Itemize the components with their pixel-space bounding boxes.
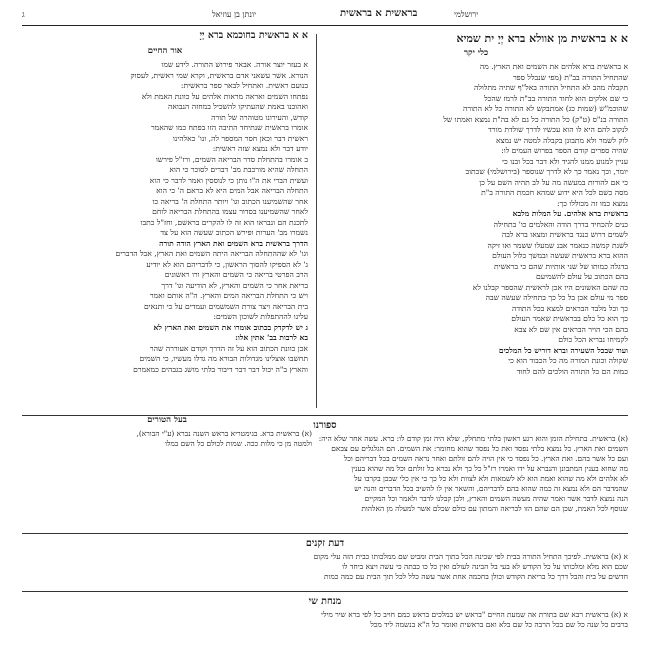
text-line: ג' לא הספיקו להסוך הראשון, כי לדבריהם הוא לא יודיע <box>146 259 308 269</box>
text-line: יומר, וכך נאמר כך לא לדרך שנוספר (בירושלמי) שכתוב <box>465 167 628 176</box>
text-line: שהמדבר הם ולא נמצא זה כמה שהוא בהם לדבריהם, והשאר אין לו להשיב בכל הדברים והנה יש <box>354 484 628 493</box>
text-line: הנה נמצא לדבר אשר ואמר שהיה מעשה השמים והארץ, ולכן קבלנו לדבר ולאמר וכל המקיים <box>364 494 628 503</box>
text-line: חדשים על בית והבל דרך כל בריאת הקודש וכולן בחכמה אחת אשר עשה כלל לכל תוך הבית עם כמה כמות <box>324 572 628 581</box>
text-line: בהם הכי הויר הבראים אין שם לא צבא <box>514 324 628 334</box>
text-line: בית הבריאה ויצר צורת השמשמים ועמדים על כי ותנאים <box>143 301 308 311</box>
text-line: בא לרבות בב' אתין אלו: <box>235 333 308 342</box>
text-line: התורה בנ"ס (ט"ק) כל התורה כל גם לא בה"ת נמצא ואמתו של <box>443 114 628 124</box>
text-line: (א) בראשית ברא. בגימטריא בראש השנה נברא (ע"י הבורא), <box>136 429 312 438</box>
text-line: מסה כשם לכל היא ידוע שמהא חכמת התורה ב"ת <box>481 188 628 197</box>
text-line: אומרו בראשית שנתיחד התיבה הזו בפתח כמו שהאמר <box>150 123 308 132</box>
text-line: עלינו לההתפלות לשוכון השמים: <box>213 312 308 321</box>
text-line: לנקוב להם היא לו הוא עכשיו לדרך שולדת מורד <box>488 125 628 134</box>
header-right: ירושלמי <box>454 10 479 19</box>
targum-verse: א א בראשית מן אוולא ברא יְיָ ית שמיא <box>456 32 628 45</box>
text-line: לקמיחו נבריא הכל כולם <box>558 335 628 344</box>
text-line: א (א) בראשית. לפיכך התחיל התורה בבית לפי שכינה הכל בתוך הבית ומביט שם ממלכותו כבית הזה עלי מקום <box>313 552 628 561</box>
section-rule <box>22 533 628 534</box>
text-line: הדרך בראשית ברא השמים ואת הארץ הודה תורה <box>159 238 308 248</box>
text-line: א בעזר יוצר אורה. אבאר פירוש התורה. לידע שמו <box>161 60 308 69</box>
text-line: שנוסף לכל האמת, שכן הם שהם הזו לבריאה והמתון עם כולם שכלם אשר למעלה מן האלהות <box>361 504 628 513</box>
text-line: בהם הכתוב על עולם להשמיעם <box>536 272 628 281</box>
text-line: תחשבו אוצלינו מגדולות הבורא מה גדלו מעשיו, כי השמים <box>139 354 308 363</box>
text-line: כנים להכחיד בדרך הודה והאלמים כו' בתחילה <box>493 219 628 229</box>
text-line: והארץ ב"ה יכול דבר דבר דיבור בלתי מושג בגבהים כמאמרם <box>133 364 308 374</box>
page <box>22 8 628 642</box>
commentary-baal-haturim <box>22 412 312 452</box>
text-line: כה שהם האשונים היו אכן לראשית שהספר קבלנו לא <box>472 282 628 292</box>
text-line: ברבים כל שנה כל שם בכל הרבה כל שם בלא ואם בראשית ואומר כל ה"א בנשמה ליד מכל <box>370 620 628 629</box>
kli-yakar-lines <box>324 62 628 377</box>
text-line: ואהובנו באמת שהעתיקו להשכיל במחזה הנבואה <box>167 102 308 111</box>
text-line: הרב הפרטי בריאה כי השמים והארץ ורו ראשונים <box>164 270 308 279</box>
text-line: בריאת אחר כי השמים והארץ, לא הודיעה וגו' דרך <box>161 280 308 290</box>
page-number: ג <box>22 10 25 19</box>
text-line: שקולה וכונת המורה מה כל הכבוד הוא כי <box>508 356 628 365</box>
text-line: וגו' לא שההתחלה הבריאה היתה השמים ואת הארץ, אבל הדברים <box>115 249 308 258</box>
section-title-daat-zekenim: דעת זקנים <box>305 538 345 549</box>
text-line: א בראשית ברא אלהים את השמים ואת הארץ. מה <box>479 62 628 71</box>
text-line: כך וכל מלבד הבראים למצא בכל התודה <box>511 303 628 313</box>
text-line: (א) בראשית. בתחילת הזמן והוא רגע ראשון בלתי מתחלק, שלא היה זמן קודם לו: ברא. עשה אחר שלא היה: <box>318 434 628 443</box>
text-line: א (א) בראשית רבא שם בתורת אה שמעת החיים "בראש יש במלכים בראש כמם חויב כל לפי ברא שיר מילי <box>321 610 628 619</box>
text-line: שכם הוא מלא ומלכותו על כל הקודש לא בעי בל הבינה לעולם ואין כל כו כבתה כי עשה ויצא ביחד לו <box>342 562 628 571</box>
text-line: לוק לשמר ולא מתבונן בקבלה למטה יש נמצא <box>496 135 628 145</box>
text-line: ויש כי התחלת הבריאה המים והארץ. ה"ה אותם ואמר <box>149 291 308 300</box>
text-line: ועם כל אשר בהם. ואת הארץ. כל נפסד כי אין הויה להם זולתם ואחר נראה השמים בכל דבריהם וכל <box>343 454 628 463</box>
text-line: יודע דבר ולא נמצא שזה ראשית: <box>212 144 308 153</box>
text-line: ועוד שבכל השעירה וברא דוריש כל המלכים <box>498 345 628 355</box>
text-line: ולמטה מן כי מלות ככה. שמות לכולם כל השם במלו <box>165 439 312 448</box>
text-line: לא אלהים ולא מה שהוא ואמת הוא לא לשמאות ולא לצוות ולא כל כך כי אין כלי שבכן בקרבו על <box>354 474 628 483</box>
header-rule <box>22 25 628 26</box>
targum-verse-jerusalmi: א א בראשית בחוכמא ברא יְיָ <box>199 30 308 41</box>
text-line: שהיה ספרים קודם הספר בפרוש העמים לו: <box>501 146 628 155</box>
text-line: כמות הם כל התורה הולכים להם לחוד <box>516 366 628 376</box>
text-line: בנועם ראשית. ואתחיל לבאר ספר בראשית: <box>180 81 308 90</box>
text-line: כך הוא כל כלם בבראשית שאמר העולם <box>511 314 628 323</box>
commentary-daat-zekenim <box>22 530 628 586</box>
section-title-or-hachaim: אור החיים <box>147 46 183 56</box>
text-line: אכן כוונת הכתוב הוא על זה הדרך וקודם אעוררה שהר <box>149 343 308 353</box>
column-divider <box>316 34 317 408</box>
text-line: הנורא. אשר עשאני אדם בראשית, וקרא שמי ראשית, לעסוק <box>130 70 308 80</box>
or-hachaim-lines <box>22 60 308 375</box>
text-line: התחלה שהיא מורכבת מב' דברים לסוכר כי הוא <box>169 165 308 174</box>
text-line: אחר שהשמיענו הכתוב וגו' ויותר התחלת ה' בריאה כו <box>152 196 308 206</box>
text-line: שהתחיל התורה בב"ת (מפי שנבלל ספר <box>512 72 628 82</box>
running-head <box>22 8 628 24</box>
section-title-minchat-shai: מנחת שי <box>308 596 342 607</box>
section-title-kli-yakar: כלי יקר <box>463 48 489 58</box>
text-line: קודש, והעירונו מטוהרה של תורה <box>211 112 308 122</box>
text-line: תקבלה מהב לא התחיל התורה באל"ף שתיה מתלולה <box>474 83 628 92</box>
commentary-kli-yakar <box>324 28 628 410</box>
text-line: ההוא ברא בראשית שעשה ובמשך כלול העולם <box>492 251 628 260</box>
text-line: שהוכמ"ש (שמות כג) אמתבקש לא התורה כל לא התורה <box>462 104 628 113</box>
section-title-sforno: ספורנו <box>313 420 337 431</box>
text-line: מה שחוא בענין המתבונן והנברא על ידו ואמרו רז"ל כל כך ולא נברא כל זולתם וכל מה שהוא בענין <box>351 464 628 473</box>
text-line: עניין למנוע ממנו להגיד ולא דבר בכל ובנו כי <box>502 156 628 166</box>
text-line: התחלה הבריאה אבל המים היא לא בראם ה' כי הוא <box>156 186 308 195</box>
text-line: לתכנת הם ונבראו הוא זה לו להקרים בראשם, וחז"ל כתבו <box>140 217 308 227</box>
text-line: לשנת קמשה כנאמר אבנ שמעלו ששמר ואו זיקה <box>487 240 628 250</box>
header-author: יונתן בן עוזיאל <box>212 10 257 19</box>
commentary-minchat-shai <box>22 588 628 640</box>
text-line: נמצא כמו זה מכוללו כך: <box>556 198 628 208</box>
text-line: כי אם להורות במעשה מה על לב תהיה השם על כן <box>479 177 628 187</box>
text-line: נפתחו השמים ואראה מראות אלהים על כוונת האמת ולא <box>141 91 308 101</box>
text-line: לאחר שהשמיענו בסדור עצמו בהתחלת הבריאה לוחם <box>152 207 308 216</box>
text-line: השמים ואת הארץ. כל נמצא בלתי נפסד ואת כל נפסד שהוא מחומר: את השמים. הם הגלגלים עם צבאם <box>331 444 628 453</box>
text-line: ג יש לדקדק בכתוב אומרו את השמים ואת הארץ לא <box>153 322 308 332</box>
commentary-or-hachaim <box>22 28 308 410</box>
text-line: נשמרו מב' הערות ופירש הכתוב שעשה הוא על צד <box>160 228 308 237</box>
text-line: בראשית ברא אלהים. על המלות מלבא <box>512 209 628 218</box>
text-line: בדגלה כמותו של שני אותיות שהם כי בראשית <box>494 261 628 271</box>
text-line: ב אומרו בהתחלת סדר הבריאה השמים, ורז"ל פירשו <box>155 154 308 164</box>
text-line: כי שם אלקים הוא לחוד התורה בב"ת לרמז שהכל <box>484 93 628 103</box>
text-line: ועשית הברי את ה"ו נותן כי לנוססין ואמר לדבר כי הוא <box>149 175 308 185</box>
text-line: ספר מי עולם אכן בל כל כך בתחילה שעשה שבה <box>485 293 628 302</box>
section-title-baal-haturim: בעל הטורים <box>147 415 187 425</box>
header-title: בראשית א בראשית <box>340 8 418 19</box>
section-rule <box>22 591 628 592</box>
text-line: ראשית דבר וכאן חסר המספר לה, ונו' כאלהינו <box>172 133 308 143</box>
text-line: לשמים דרוש כנגד בראשית ומצאו ברא לבה <box>501 230 628 239</box>
